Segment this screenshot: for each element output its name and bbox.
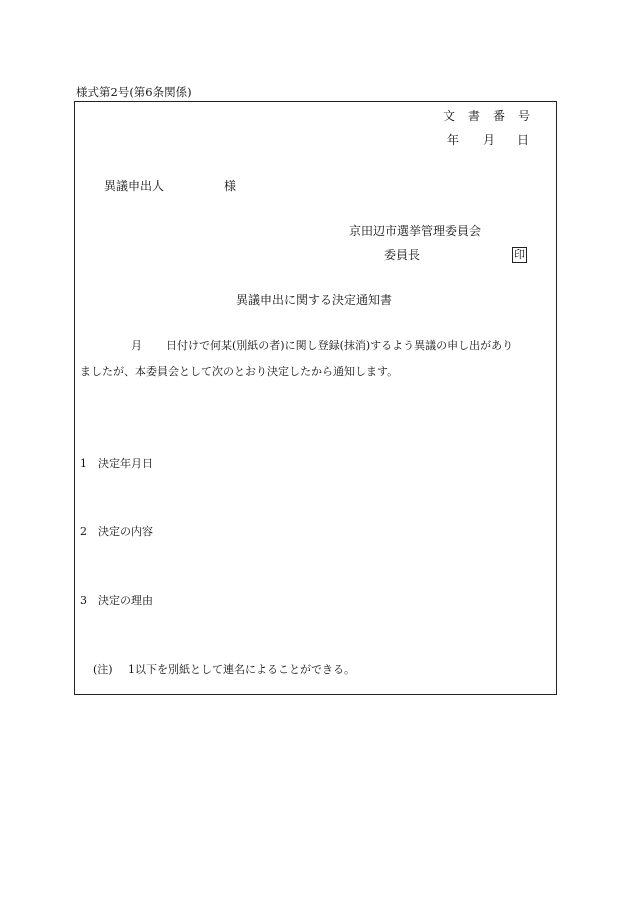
item-label-decision-reason: 決定の理由 xyxy=(98,594,153,607)
item-label-decision-content: 決定の内容 xyxy=(98,525,153,538)
item-number: 2 xyxy=(80,525,87,538)
body-text-line-1: 日付けで何某(別紙の者)に関し登録(抹消)するよう異議の申し出があり xyxy=(166,339,514,352)
date-day-label: 日 xyxy=(517,133,530,147)
item-number: 3 xyxy=(80,594,87,607)
body-text-line-2: ましたが、本委員会として次のとおり決定したから通知します。 xyxy=(80,365,399,378)
note-text: 1以下を別紙として連名によることができる。 xyxy=(128,663,355,676)
item-number: 1 xyxy=(80,457,87,470)
addressee-honorific: 様 xyxy=(224,179,237,193)
item-label-decision-date: 決定年月日 xyxy=(98,457,153,470)
body-month-label: 月 xyxy=(131,339,142,352)
issuer-title: 委員長 xyxy=(384,248,421,262)
document-title: 異議申出に関する決定通知書 xyxy=(236,293,393,307)
issuer-organization: 京田辺市選挙管理委員会 xyxy=(349,224,482,238)
note-mark: (注) xyxy=(93,663,113,676)
date-month-label: 月 xyxy=(483,133,496,147)
date-year-label: 年 xyxy=(447,133,460,147)
addressee-label: 異議申出人 xyxy=(104,179,165,193)
form-label: 様式第2号(第6条関係) xyxy=(76,85,192,99)
document-number-label: 文書番号 xyxy=(443,109,544,123)
seal-mark: 印 xyxy=(514,248,525,261)
